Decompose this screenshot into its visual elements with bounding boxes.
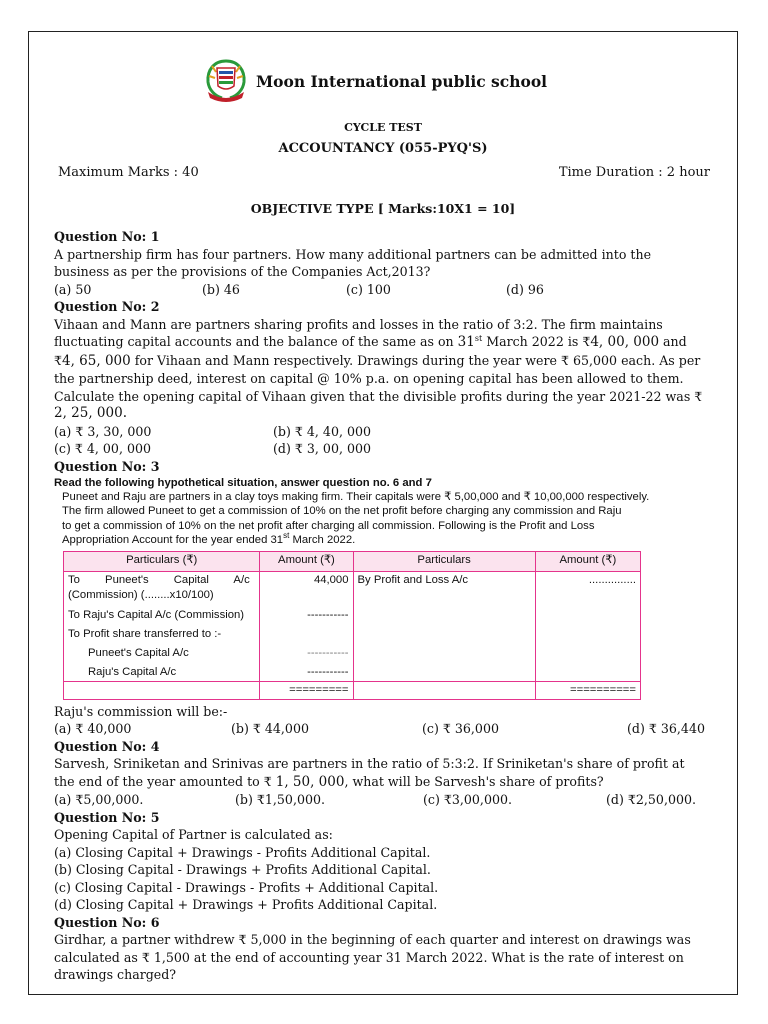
question-5-text: Opening Capital of Partner is calculated as: xyxy=(54,827,333,843)
option[interactable]: (b) ₹ 4, 40, 000 xyxy=(273,423,371,439)
option[interactable]: (b) 46 xyxy=(202,281,240,297)
question-1-text: A partnership firm has four partners. How many additional partners can be admitted into the xyxy=(54,246,652,262)
question-2-text: 2, 25, 000. xyxy=(54,405,127,421)
option[interactable]: (c) ₹3,00,000. xyxy=(423,792,512,808)
option[interactable]: (c) Closing Capital - Drawings - Profits + Additional Capital. xyxy=(54,879,439,895)
option[interactable]: (c) 100 xyxy=(346,281,391,297)
table-row: To Puneet's Capital A/c (Commission) (........x10/100) 44,000 By Profit and Loss A/c ............... xyxy=(64,571,641,604)
school-header xyxy=(204,58,547,104)
question-6-text: Girdhar, a partner withdrew ₹ 5,000 in the beginning of each quarter and interest on drawings was xyxy=(54,932,691,948)
question-3-options xyxy=(54,720,718,738)
option[interactable]: (a) ₹5,00,000. xyxy=(54,792,144,808)
table-header: Particulars xyxy=(353,551,535,571)
school-crest-logo xyxy=(204,58,248,104)
question-6-heading: Question No: 6 xyxy=(54,914,160,930)
questions xyxy=(54,228,718,984)
question-3-text: Raju's commission will be:- xyxy=(54,703,228,719)
question-6-text: drawings charged? xyxy=(54,967,177,983)
option[interactable]: (c) ₹ 36,000 xyxy=(422,721,499,737)
option[interactable]: (d) Closing Capital + Drawings + Profits Additional Capital. xyxy=(54,897,438,913)
question-6-text: calculated as ₹ 1,500 at the end of accounting year 31 March 2022. What is the rate of interest on xyxy=(54,949,684,965)
option[interactable]: (d) ₹ 3, 00, 000 xyxy=(273,441,371,456)
option[interactable]: (a) Closing Capital + Drawings - Profits Additional Capital. xyxy=(54,844,431,860)
case-study-text: Puneet and Raju are partners in a clay toys making firm. Their capitals were ₹ 5,00,000 and ₹ 10,00,000 respectively. The firm allowed Puneet to get a commission of 10% on the net profit before charging any commission and Raju to get a commission of 10% on the net profit after charging all commission. Following is the Profit and Loss Appropriation Account for the year ended 31st March 2022. xyxy=(62,491,650,547)
question-2-text: Calculate the opening capital of Vihaan given that the divisible profits during the year 2021-22 was ₹ xyxy=(54,388,703,404)
table-row: To Raju's Capital A/c (Commission) ----------- xyxy=(64,604,641,624)
option[interactable]: (b) ₹1,50,000. xyxy=(235,792,325,808)
option[interactable]: (c) ₹ 4, 00, 000 xyxy=(54,441,151,456)
option[interactable]: (a) 50 xyxy=(54,281,92,297)
question-3-heading: Question No: 3 xyxy=(54,458,160,474)
question-1-text: business as per the provisions of the Companies Act,2013? xyxy=(54,264,431,279)
question-2-text: Vihaan and Mann are partners sharing profits and losses in the ratio of 3:2. The firm maintains xyxy=(54,316,663,332)
table-header: Amount (₹) xyxy=(535,551,640,571)
question-5-heading: Question No: 5 xyxy=(54,809,160,825)
school-name: Moon International public school xyxy=(256,71,548,91)
table-header: Particulars (₹) xyxy=(64,551,260,571)
option[interactable]: (a) ₹ 3, 30, 000 xyxy=(54,423,152,439)
table-total-row: ========= ========== xyxy=(64,681,641,699)
question-2-options xyxy=(54,423,718,441)
time-duration: Time Duration : 2 hour xyxy=(558,165,710,180)
table-header: Amount (₹) xyxy=(260,551,353,571)
question-4-text: Sarvesh, Sriniketan and Srinivas are partners in the ratio of 5:3:2. If Sriniketan's share of profit at xyxy=(54,756,685,772)
option[interactable]: (d) 96 xyxy=(506,281,544,297)
option[interactable]: (d) ₹ 36,440 xyxy=(627,721,705,737)
table-row: Puneet's Capital A/c ----------- xyxy=(64,643,641,662)
section-title: OBJECTIVE TYPE [ Marks:10X1 = 10] xyxy=(250,201,516,216)
question-2-text: the partnership deed, interest on capital @ 10% p.a. on opening capital has been allowed to them. xyxy=(54,371,684,386)
table-row: Raju's Capital A/c ----------- xyxy=(64,662,641,682)
exam-type: CYCLE TEST xyxy=(344,121,422,134)
option[interactable]: (a) ₹ 40,000 xyxy=(54,721,132,737)
table-header-row xyxy=(64,551,641,571)
table-row: To Profit share transferred to :- xyxy=(64,624,641,643)
option[interactable]: (d) ₹2,50,000. xyxy=(606,792,696,808)
question-1-heading: Question No: 1 xyxy=(54,229,160,244)
question-2-heading: Question No: 2 xyxy=(54,299,160,314)
question-4-text: the end of the year amounted to ₹ 1, 50, 000, what will be Sarvesh's share of profits? xyxy=(54,773,604,790)
subject-title: ACCOUNTANCY (055-PYQ'S) xyxy=(278,141,488,156)
question-2-text: ₹4, 65, 000 for Vihaan and Mann respectively. Drawings during the year were ₹ 65,000 each. As per xyxy=(54,352,701,369)
question-4-options xyxy=(54,791,718,809)
max-marks: Maximum Marks : 40 xyxy=(58,165,199,180)
option[interactable]: (b) ₹ 44,000 xyxy=(231,721,309,737)
appropriation-account-table xyxy=(63,551,641,700)
question-2-text: fluctuating capital accounts and the balance of the same as on 31st March 2022 is ₹4, 00, 000 and xyxy=(54,333,687,350)
question-4-heading: Question No: 4 xyxy=(54,738,160,754)
question-1-options xyxy=(54,281,718,299)
question-2-options xyxy=(54,440,718,458)
option[interactable]: (b) Closing Capital - Drawings + Profits Additional Capital. xyxy=(54,862,431,878)
case-study-title: Read the following hypothetical situation, answer question no. 6 and 7 xyxy=(54,477,432,489)
